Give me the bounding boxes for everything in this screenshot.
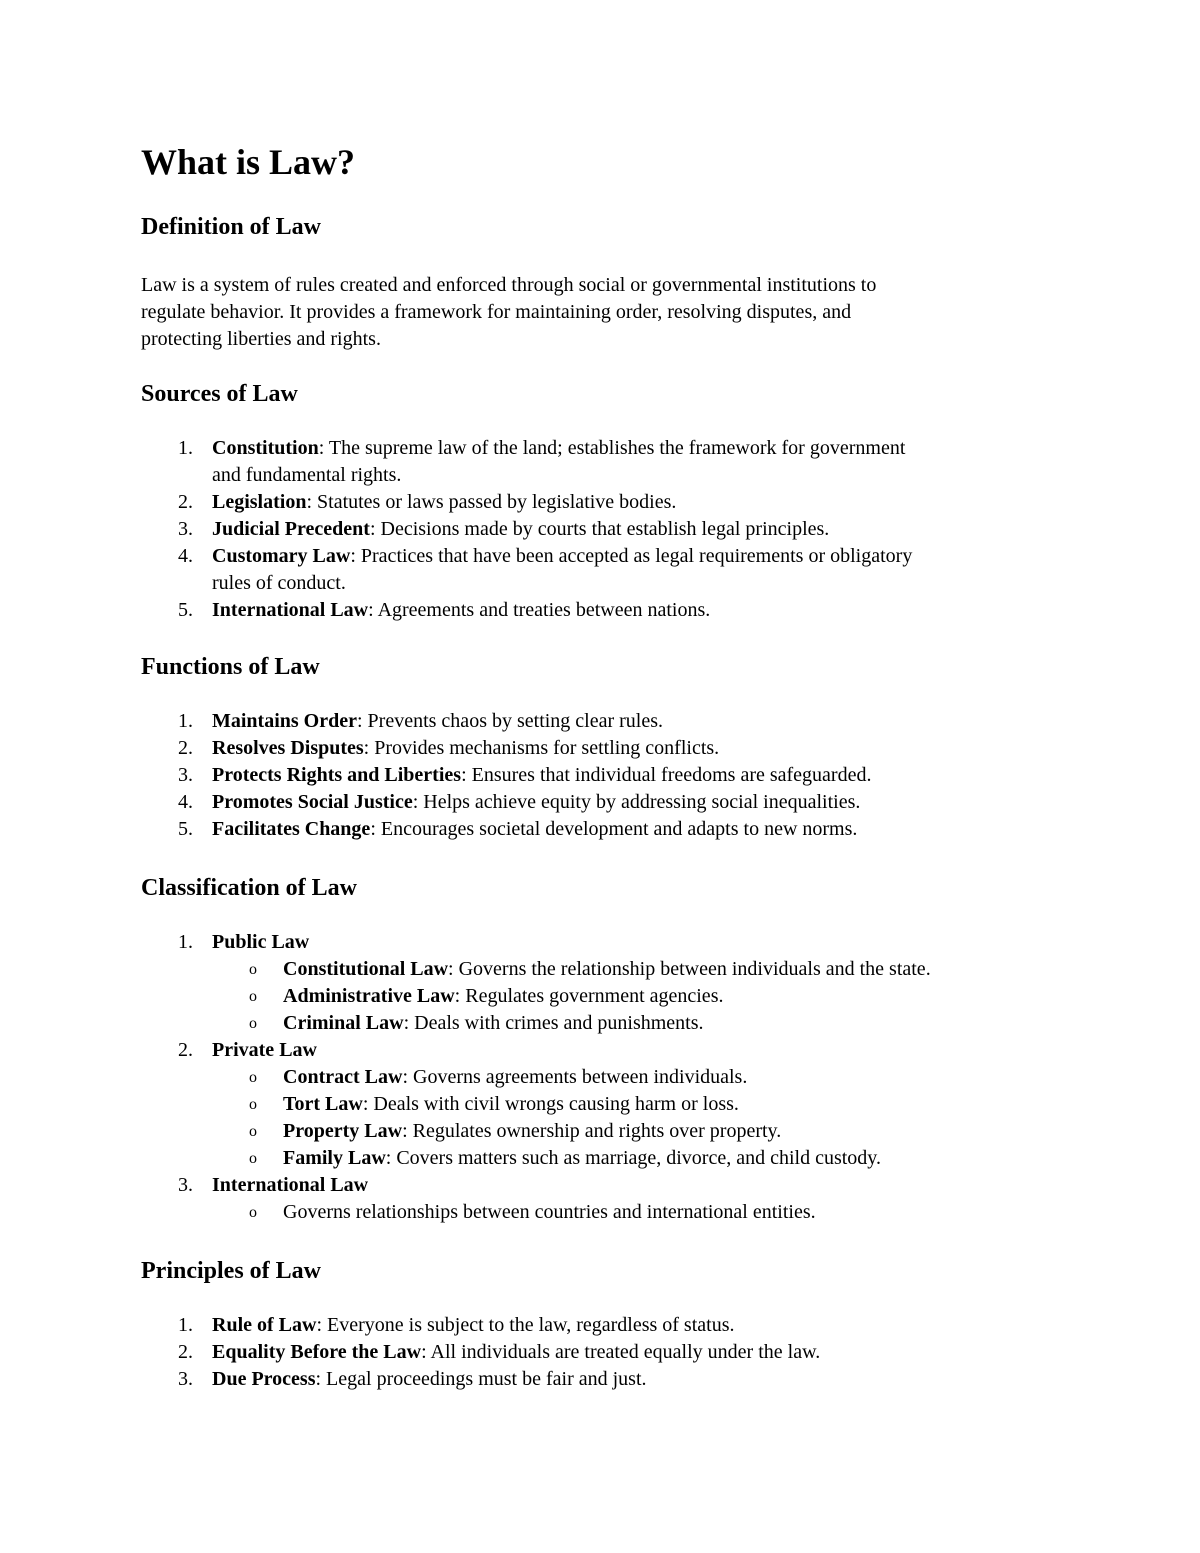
list-item [141,1366,1061,1393]
item-term: Due Process [212,1368,316,1390]
list-item [141,708,1061,735]
bullet-icon: o [249,988,257,1005]
item-term: Rule of Law [212,1314,317,1336]
item-term: Family Law [283,1147,386,1169]
sub-list-item [212,1064,1061,1091]
document-title: What is Law? [141,142,356,182]
item-number: 4. [178,545,193,567]
item-number: 1. [178,931,193,953]
list-item [141,735,1061,762]
item-description: : Governs the relationship between individuals and the state. [448,958,931,980]
item-term: Customary Law [212,545,351,567]
bullet-icon: o [249,1123,257,1140]
classification-heading: Classification of Law [141,875,357,901]
item-number: 1. [178,710,193,732]
item-term: Resolves Disputes [212,737,364,759]
item-number: 5. [178,818,193,840]
item-description: : All individuals are treated equally under the law. [421,1341,821,1363]
item-term: Administrative Law [283,985,455,1007]
list-item [141,543,1061,597]
sub-list [212,956,1061,1037]
functions-section [141,652,1061,843]
item-term: Protects Rights and Liberties [212,764,462,786]
bullet-icon: o [249,1150,257,1167]
item-description: : Legal proceedings must be fair and just. [315,1368,647,1390]
sub-list [212,1064,1061,1172]
item-description: : The supreme law of the land; establishes the framework for government [318,437,906,459]
sub-list-item [212,1010,1061,1037]
item-term: Maintains Order [212,710,357,732]
item-number: 3. [178,518,193,540]
item-term: International Law [212,599,369,621]
list-item [141,516,1061,543]
item-description: : Helps achieve equity by addressing social inequalities. [412,791,861,813]
sub-list-item [212,1091,1061,1118]
item-number: 1. [178,1314,193,1336]
item-description: : Covers matters such as marriage, divorce, and child custody. [385,1147,882,1169]
item-term: Constitutional Law [283,958,449,980]
item-term: Contract Law [283,1066,403,1088]
sources-section [141,379,1061,624]
sub-list-item [212,983,1061,1010]
item-description: : Regulates ownership and rights over property. [402,1120,782,1142]
item-description: : Deals with civil wrongs causing harm or loss. [362,1093,739,1115]
item-description-continued: and fundamental rights. [212,464,402,486]
definition-heading: Definition of Law [141,214,321,240]
item-description: : Agreements and treaties between nations. [368,599,711,621]
item-number: 2. [178,1039,193,1061]
sub-list [212,1199,1061,1226]
definition-section [141,212,1061,353]
sources-heading: Sources of Law [141,381,298,407]
list-item [141,1339,1061,1366]
sub-list-item [212,956,1061,983]
definition-line: Law is a system of rules created and enforced through social or governmental institutions to [141,274,877,296]
item-description-continued: rules of conduct. [212,572,346,594]
list-item [141,816,1061,843]
item-description: Governs relationships between countries and international entities. [283,1201,816,1223]
bullet-icon: o [249,961,257,978]
item-description: : Encourages societal development and adapts to new norms. [370,818,858,840]
list-item [141,1312,1061,1339]
item-term: Criminal Law [283,1012,404,1034]
sources-list [141,435,1061,624]
item-description: : Provides mechanisms for settling conflicts. [363,737,720,759]
item-number: 2. [178,737,193,759]
item-description: : Practices that have been accepted as legal requirements or obligatory [350,545,913,567]
principles-heading: Principles of Law [141,1258,321,1284]
item-term: Constitution [212,437,319,459]
list-item [141,435,1061,489]
item-number: 3. [178,1174,193,1196]
bullet-icon: o [249,1204,257,1221]
classification-section [141,873,1061,1226]
classification-list [141,929,1061,1226]
item-description: : Statutes or laws passed by legislative bodies. [306,491,677,513]
functions-heading: Functions of Law [141,654,320,680]
item-term: Legislation [212,491,307,513]
list-item [141,597,1061,624]
item-description: : Governs agreements between individuals. [402,1066,748,1088]
item-description: : Decisions made by courts that establish legal principles. [369,518,830,540]
item-number: 3. [178,1368,193,1390]
sub-list-item [212,1145,1061,1172]
list-item [141,489,1061,516]
list-item [141,789,1061,816]
item-description: : Everyone is subject to the law, regardless of status. [316,1314,735,1336]
principles-section [141,1256,1061,1393]
list-item [141,762,1061,789]
item-term: International Law [212,1174,369,1196]
sub-list-item [212,1199,1061,1226]
list-item [141,1037,1061,1172]
item-term: Property Law [283,1120,403,1142]
functions-list [141,708,1061,843]
item-description: : Regulates government agencies. [454,985,724,1007]
item-description: : Deals with crimes and punishments. [403,1012,704,1034]
list-item [141,929,1061,1037]
bullet-icon: o [249,1069,257,1086]
definition-line: regulate behavior. It provides a framework for maintaining order, resolving disputes, and [141,301,852,323]
item-term: Private Law [212,1039,317,1061]
list-item [141,1172,1061,1226]
definition-line: protecting liberties and rights. [141,328,381,350]
item-term: Tort Law [283,1093,363,1115]
bullet-icon: o [249,1096,257,1113]
item-term: Facilitates Change [212,818,371,840]
item-number: 2. [178,1341,193,1363]
bullet-icon: o [249,1015,257,1032]
item-number: 4. [178,791,193,813]
sub-list-item [212,1118,1061,1145]
item-description: : Prevents chaos by setting clear rules. [357,710,664,732]
item-term: Promotes Social Justice [212,791,413,813]
item-number: 5. [178,599,193,621]
item-number: 1. [178,437,193,459]
item-term: Public Law [212,931,310,953]
item-number: 3. [178,764,193,786]
principles-list [141,1312,1061,1393]
item-term: Judicial Precedent [212,518,370,540]
item-number: 2. [178,491,193,513]
item-term: Equality Before the Law [212,1341,422,1363]
item-description: : Ensures that individual freedoms are safeguarded. [461,764,872,786]
